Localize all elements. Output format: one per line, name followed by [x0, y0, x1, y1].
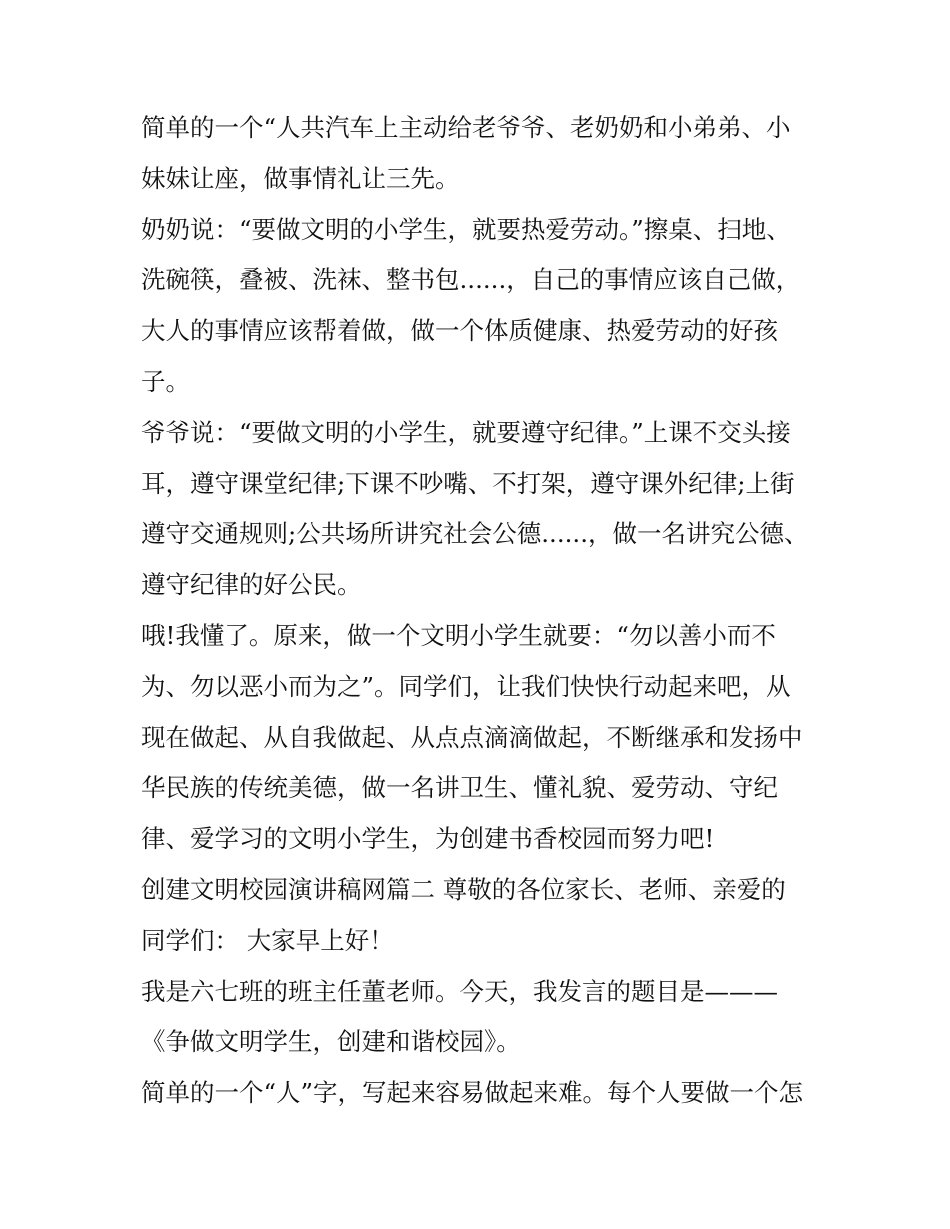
paragraph-3	[141, 408, 821, 611]
text-line: 遵守交通规则;公共场所讲究社会公德......，做一名讲究公德、	[141, 519, 809, 549]
paragraph-2	[141, 205, 821, 408]
text-line: 爷爷说：“要做文明的小学生，就要遵守纪律。”上课不交头接	[141, 417, 791, 447]
text-line: 创建文明校园演讲稿网篇二 尊敬的各位家长、老师、亲爱的	[141, 874, 786, 904]
text-line: 子。	[141, 366, 190, 396]
paragraph-6	[141, 967, 821, 1069]
text-line: 耳，遵守课堂纪律;下课不吵嘴、不打架，遵守课外纪律;上街	[141, 468, 795, 498]
text-line: 律、爱学习的文明小学生，为创建书香校园而努力吧!	[141, 824, 715, 854]
paragraph-7	[141, 1068, 821, 1119]
text-line: 华民族的传统美德，做一名讲卫生、懂礼貌、爱劳动、守纪	[141, 773, 778, 803]
text-line: 哦!我懂了。原来，做一个文明小学生就要：“勿以善小而不	[141, 620, 776, 650]
text-line: 同学们： 大家早上好！	[141, 925, 394, 955]
text-line: 为、勿以恶小而为之”。同学们，让我们快快行动起来吧，从	[141, 671, 791, 701]
text-line: 大人的事情应该帮着做，做一个体质健康、热爱劳动的好孩	[141, 316, 778, 346]
paragraph-5	[141, 865, 821, 967]
text-line: 《争做文明学生，创建和谐校园》。	[141, 1027, 521, 1057]
text-line: 妹妹让座，做事情礼让三先。	[141, 163, 460, 193]
text-line: 洗碗筷，叠被、洗袜、整书包......，自己的事情应该自己做，	[141, 265, 801, 295]
paragraph-1	[141, 103, 821, 205]
text-line: 简单的一个“人”字，写起来容易做起来难。每个人要做一个怎	[141, 1078, 804, 1108]
document-body	[141, 103, 821, 1119]
text-line: 我是六七班的班主任董老师。今天，我发言的题目是———	[141, 976, 778, 1006]
text-line: 遵守纪律的好公民。	[141, 570, 362, 600]
text-line: 奶奶说：“要做文明的小学生，就要热爱劳动。”擦桌、扫地、	[141, 214, 791, 244]
text-line: 简单的一个“人共汽车上主动给老爷爷、老奶奶和小弟弟、小	[141, 113, 791, 142]
text-line: 现在做起、从自我做起、从点点滴滴做起，不断继承和发扬中	[141, 722, 803, 752]
paragraph-4	[141, 611, 821, 865]
